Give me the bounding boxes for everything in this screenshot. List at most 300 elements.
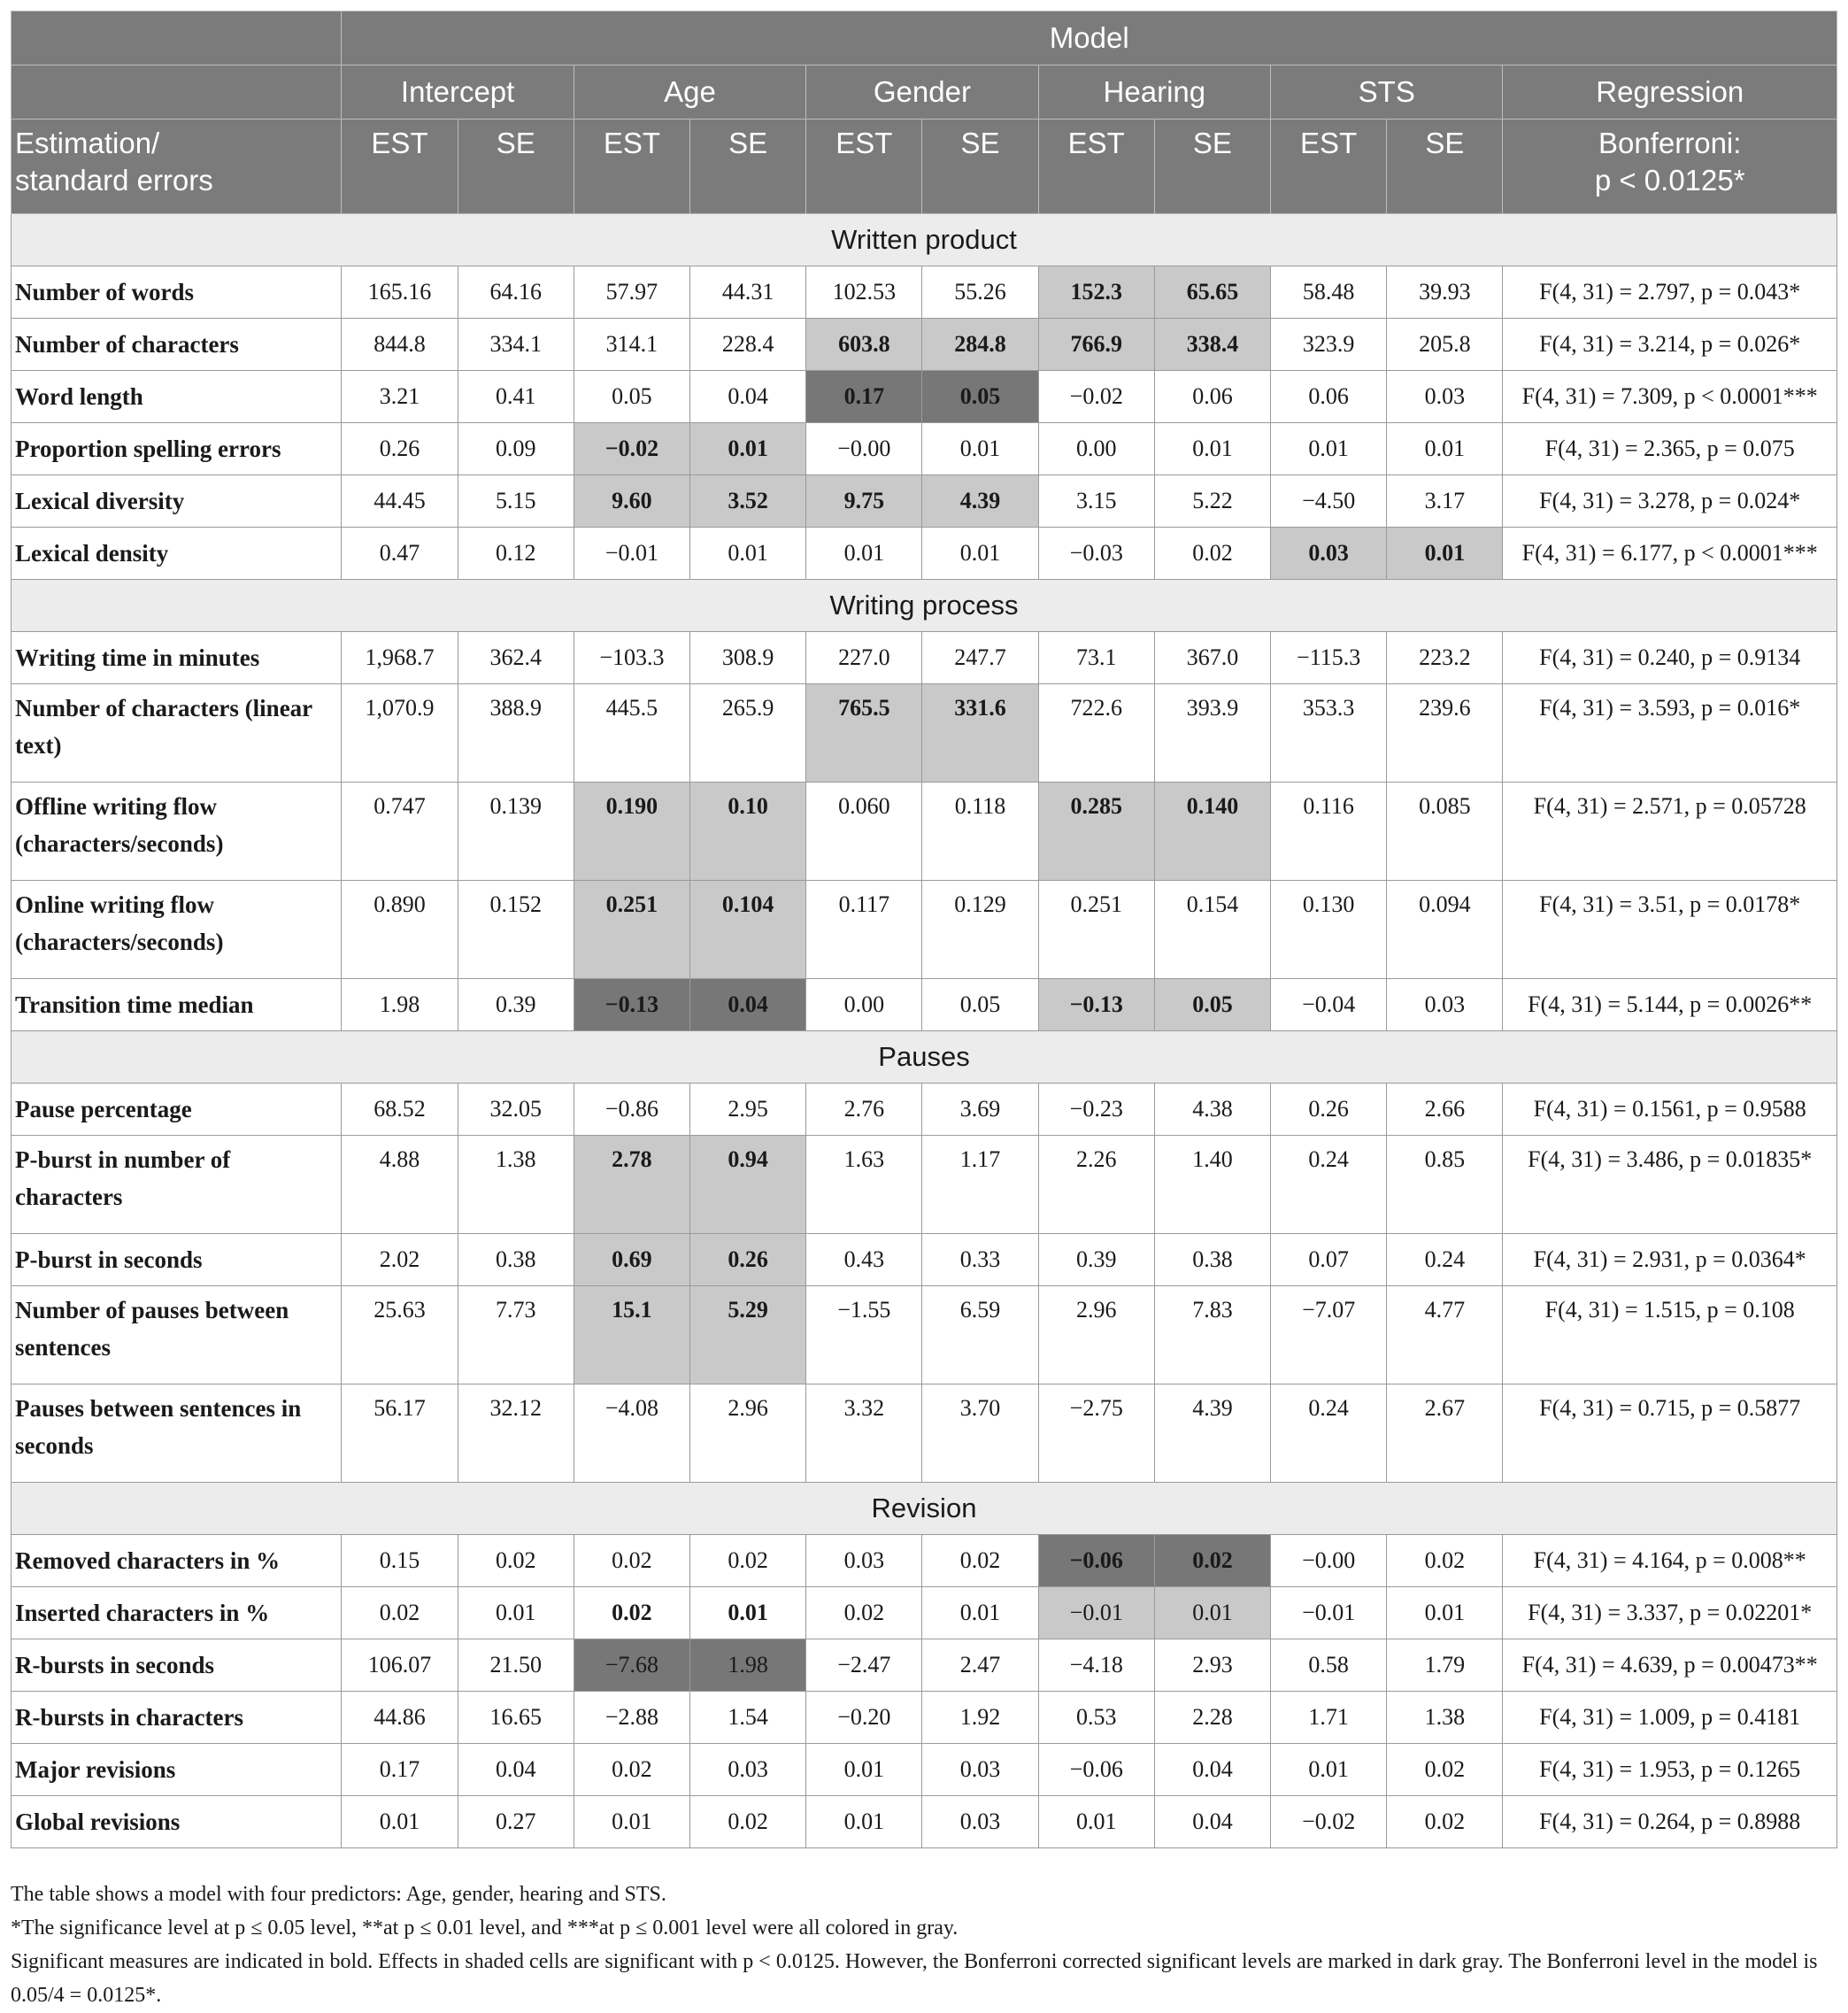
standard-error-cell: 1.40: [1154, 1136, 1270, 1234]
standard-error-cell: 362.4: [458, 632, 574, 684]
estimate-cell: 0.24: [1271, 1384, 1387, 1483]
estimate-cell: −7.68: [574, 1639, 689, 1692]
table-row: [12, 979, 1837, 1031]
standard-error-cell: 0.04: [690, 979, 806, 1031]
standard-error-cell: 0.04: [1154, 1744, 1270, 1796]
standard-error-cell: 0.04: [690, 371, 806, 423]
regression-cell: F(4, 31) = 3.214, p = 0.026*: [1503, 319, 1837, 371]
standard-error-cell: 0.39: [458, 979, 574, 1031]
standard-error-cell: 2.28: [1154, 1692, 1270, 1744]
estimate-cell: 0.190: [574, 783, 689, 881]
measure-label: Pause percentage: [12, 1084, 342, 1136]
standard-error-cell: 2.96: [690, 1384, 806, 1483]
table-row: [12, 266, 1837, 319]
standard-error-cell: 0.02: [690, 1796, 806, 1848]
estimate-cell: 3.21: [342, 371, 458, 423]
table-row: [12, 1535, 1837, 1587]
table-row: [12, 1384, 1837, 1483]
estimate-cell: 9.75: [806, 475, 922, 528]
standard-error-cell: 0.152: [458, 881, 574, 979]
estimate-cell: −0.23: [1038, 1084, 1154, 1136]
regression-cell: F(4, 31) = 5.144, p = 0.0026**: [1503, 979, 1837, 1031]
standard-error-cell: 0.140: [1154, 783, 1270, 881]
standard-error-cell: 3.70: [922, 1384, 1038, 1483]
standard-error-cell: 0.04: [1154, 1796, 1270, 1848]
est-header: EST: [574, 120, 689, 214]
estimate-cell: 0.17: [342, 1744, 458, 1796]
estimate-cell: 0.01: [574, 1796, 689, 1848]
standard-error-cell: 308.9: [690, 632, 806, 684]
group-header-gender: Gender: [806, 66, 1038, 120]
est-header: EST: [1271, 120, 1387, 214]
standard-error-cell: 0.01: [922, 528, 1038, 580]
measure-label: Global revisions: [12, 1796, 342, 1848]
regression-cell: F(4, 31) = 1.953, p = 0.1265: [1503, 1744, 1837, 1796]
standard-error-cell: 334.1: [458, 319, 574, 371]
est-header: EST: [806, 120, 922, 214]
group-header-sts: STS: [1271, 66, 1503, 120]
estimate-cell: −115.3: [1271, 632, 1387, 684]
standard-error-cell: 0.05: [1154, 979, 1270, 1031]
standard-error-cell: 39.93: [1387, 266, 1503, 319]
standard-error-cell: 0.03: [1387, 979, 1503, 1031]
estimate-cell: 0.01: [806, 1744, 922, 1796]
estimate-cell: 0.060: [806, 783, 922, 881]
estimate-cell: 0.285: [1038, 783, 1154, 881]
estimate-cell: −0.13: [574, 979, 689, 1031]
estimate-cell: 844.8: [342, 319, 458, 371]
estimate-cell: 0.890: [342, 881, 458, 979]
standard-error-cell: 0.02: [1154, 528, 1270, 580]
footnote: *The significance level at p ≤ 0.05 level, **at p ≤ 0.01 level, and ***at p ≤ 0.001 level were all colored in gray.: [11, 1917, 959, 1940]
footnote: The table shows a model with four predictors: Age, gender, hearing and STS.: [11, 1883, 666, 1906]
estimate-cell: 0.58: [1271, 1639, 1387, 1692]
estimate-cell: −2.88: [574, 1692, 689, 1744]
estimate-cell: 0.130: [1271, 881, 1387, 979]
regression-cell: F(4, 31) = 4.164, p = 0.008**: [1503, 1535, 1837, 1587]
estimate-cell: 9.60: [574, 475, 689, 528]
standard-error-cell: 0.05: [922, 979, 1038, 1031]
estimate-cell: 15.1: [574, 1286, 689, 1384]
standard-error-cell: 0.33: [922, 1234, 1038, 1286]
measure-label: P-burst in number of characters: [12, 1136, 342, 1234]
regression-cell: F(4, 31) = 3.278, p = 0.024*: [1503, 475, 1837, 528]
se-header: SE: [922, 120, 1038, 214]
standard-error-cell: 0.02: [1154, 1535, 1270, 1587]
estimate-cell: 0.53: [1038, 1692, 1154, 1744]
estimate-cell: −0.13: [1038, 979, 1154, 1031]
group-header-age: Age: [574, 66, 805, 120]
standard-error-cell: 0.094: [1387, 881, 1503, 979]
estimate-cell: 152.3: [1038, 266, 1154, 319]
table-body: [12, 214, 1837, 1848]
est-header: EST: [1038, 120, 1154, 214]
estimate-cell: −2.75: [1038, 1384, 1154, 1483]
measure-label: Writing time in minutes: [12, 632, 342, 684]
measure-label: Number of pauses between sentences: [12, 1286, 342, 1384]
estimate-cell: −0.02: [1038, 371, 1154, 423]
standard-error-cell: 0.27: [458, 1796, 574, 1848]
standard-error-cell: 0.01: [458, 1587, 574, 1639]
standard-error-cell: 0.24: [1387, 1234, 1503, 1286]
standard-error-cell: 0.12: [458, 528, 574, 580]
regression-results-table: [11, 11, 1837, 1848]
standard-error-cell: 0.02: [1387, 1796, 1503, 1848]
estimate-cell: 102.53: [806, 266, 922, 319]
standard-error-cell: 1.79: [1387, 1639, 1503, 1692]
estimate-cell: 0.01: [806, 1796, 922, 1848]
estimate-cell: 1,070.9: [342, 684, 458, 783]
regression-cell: F(4, 31) = 3.51, p = 0.0178*: [1503, 881, 1837, 979]
estimate-cell: 0.24: [1271, 1136, 1387, 1234]
estimate-cell: −0.00: [806, 423, 922, 475]
measure-label: Transition time median: [12, 979, 342, 1031]
estimate-cell: −0.01: [1038, 1587, 1154, 1639]
standard-error-cell: 331.6: [922, 684, 1038, 783]
estimate-cell: 25.63: [342, 1286, 458, 1384]
standard-error-cell: 338.4: [1154, 319, 1270, 371]
standard-error-cell: 0.104: [690, 881, 806, 979]
standard-error-cell: 1.38: [458, 1136, 574, 1234]
estimate-cell: 1,968.7: [342, 632, 458, 684]
standard-error-cell: 2.93: [1154, 1639, 1270, 1692]
estimate-cell: 3.32: [806, 1384, 922, 1483]
measure-label: P-burst in seconds: [12, 1234, 342, 1286]
group-header-regression: Regression: [1503, 66, 1837, 120]
estimate-cell: 0.00: [806, 979, 922, 1031]
estimate-cell: −0.20: [806, 1692, 922, 1744]
estimate-cell: 4.88: [342, 1136, 458, 1234]
estimate-cell: 0.251: [574, 881, 689, 979]
regression-cell: F(4, 31) = 0.715, p = 0.5877: [1503, 1384, 1837, 1483]
standard-error-cell: 0.085: [1387, 783, 1503, 881]
standard-error-cell: 7.73: [458, 1286, 574, 1384]
estimate-cell: 1.71: [1271, 1692, 1387, 1744]
estimate-cell: −103.3: [574, 632, 689, 684]
standard-error-cell: 4.77: [1387, 1286, 1503, 1384]
estimate-cell: 0.43: [806, 1234, 922, 1286]
measure-label: Lexical density: [12, 528, 342, 580]
standard-error-cell: 388.9: [458, 684, 574, 783]
table-row: [12, 475, 1837, 528]
group-header-intercept: Intercept: [342, 66, 574, 120]
section-header: Writing process: [12, 580, 1837, 632]
table-row: [12, 371, 1837, 423]
estimate-cell: 0.26: [1271, 1084, 1387, 1136]
results-table-container: [11, 11, 1837, 1848]
standard-error-cell: 0.154: [1154, 881, 1270, 979]
standard-error-cell: 0.38: [458, 1234, 574, 1286]
se-header: SE: [1387, 120, 1503, 214]
standard-error-cell: 32.05: [458, 1084, 574, 1136]
standard-error-cell: 0.38: [1154, 1234, 1270, 1286]
standard-error-cell: 0.26: [690, 1234, 806, 1286]
estimate-cell: −0.00: [1271, 1535, 1387, 1587]
estimate-cell: 0.03: [806, 1535, 922, 1587]
estimate-cell: 0.02: [574, 1744, 689, 1796]
standard-error-cell: 6.59: [922, 1286, 1038, 1384]
regression-cell: F(4, 31) = 2.931, p = 0.0364*: [1503, 1234, 1837, 1286]
standard-error-cell: 3.69: [922, 1084, 1038, 1136]
table-row: [12, 1084, 1837, 1136]
estimate-cell: 353.3: [1271, 684, 1387, 783]
regression-cell: F(4, 31) = 2.571, p = 0.05728: [1503, 783, 1837, 881]
estimate-cell: 0.02: [574, 1535, 689, 1587]
estimate-cell: 0.15: [342, 1535, 458, 1587]
est-header: EST: [342, 120, 458, 214]
standard-error-cell: 32.12: [458, 1384, 574, 1483]
standard-error-cell: 2.47: [922, 1639, 1038, 1692]
table-row: [12, 1587, 1837, 1639]
standard-error-cell: 0.118: [922, 783, 1038, 881]
estimate-cell: 2.26: [1038, 1136, 1154, 1234]
regression-cell: F(4, 31) = 0.240, p = 0.9134: [1503, 632, 1837, 684]
table-row: [12, 1796, 1837, 1848]
standard-error-cell: 0.04: [458, 1744, 574, 1796]
estimate-cell: −0.01: [1271, 1587, 1387, 1639]
standard-error-cell: 4.39: [1154, 1384, 1270, 1483]
standard-error-cell: 0.41: [458, 371, 574, 423]
standard-error-cell: 393.9: [1154, 684, 1270, 783]
standard-error-cell: 55.26: [922, 266, 1038, 319]
estimate-cell: 0.26: [342, 423, 458, 475]
table-row: [12, 319, 1837, 371]
measure-label: Online writing flow (characters/seconds): [12, 881, 342, 979]
standard-error-cell: 1.54: [690, 1692, 806, 1744]
estimate-cell: −0.06: [1038, 1744, 1154, 1796]
standard-error-cell: 0.06: [1154, 371, 1270, 423]
estimate-cell: 2.78: [574, 1136, 689, 1234]
standard-error-cell: 2.66: [1387, 1084, 1503, 1136]
model-header: Model: [342, 12, 1837, 66]
estimate-cell: 57.97: [574, 266, 689, 319]
standard-error-cell: 5.29: [690, 1286, 806, 1384]
estimate-cell: 0.69: [574, 1234, 689, 1286]
estimate-cell: 0.01: [342, 1796, 458, 1848]
standard-error-cell: 0.01: [690, 1587, 806, 1639]
table-row: [12, 1286, 1837, 1384]
estimate-cell: 227.0: [806, 632, 922, 684]
standard-error-cell: 0.03: [922, 1796, 1038, 1848]
standard-error-cell: 0.01: [922, 423, 1038, 475]
estimate-cell: 1.98: [342, 979, 458, 1031]
standard-error-cell: 2.95: [690, 1084, 806, 1136]
table-row: [12, 632, 1837, 684]
regression-cell: F(4, 31) = 0.1561, p = 0.9588: [1503, 1084, 1837, 1136]
estimate-cell: 165.16: [342, 266, 458, 319]
header-corner: [12, 12, 342, 66]
table-row: [12, 1639, 1837, 1692]
estimate-cell: 2.02: [342, 1234, 458, 1286]
standard-error-cell: 3.17: [1387, 475, 1503, 528]
estimate-cell: −4.08: [574, 1384, 689, 1483]
estimate-cell: 0.01: [1038, 1796, 1154, 1848]
standard-error-cell: 1.38: [1387, 1692, 1503, 1744]
standard-error-cell: 0.10: [690, 783, 806, 881]
estimate-cell: 44.45: [342, 475, 458, 528]
group-header-hearing: Hearing: [1038, 66, 1270, 120]
standard-error-cell: 0.02: [922, 1535, 1038, 1587]
standard-error-cell: 65.65: [1154, 266, 1270, 319]
estimate-cell: 3.15: [1038, 475, 1154, 528]
estimate-cell: 106.07: [342, 1639, 458, 1692]
estimate-cell: 44.86: [342, 1692, 458, 1744]
standard-error-cell: 205.8: [1387, 319, 1503, 371]
estimate-cell: 722.6: [1038, 684, 1154, 783]
measure-label: R-bursts in characters: [12, 1692, 342, 1744]
standard-error-cell: 0.85: [1387, 1136, 1503, 1234]
estimate-cell: 0.39: [1038, 1234, 1154, 1286]
standard-error-cell: 0.01: [1387, 423, 1503, 475]
measure-label: Inserted characters in %: [12, 1587, 342, 1639]
table-row: [12, 684, 1837, 783]
estimate-cell: 0.02: [806, 1587, 922, 1639]
standard-error-cell: 0.139: [458, 783, 574, 881]
standard-error-cell: 1.98: [690, 1639, 806, 1692]
regression-cell: F(4, 31) = 2.365, p = 0.075: [1503, 423, 1837, 475]
estimate-cell: 0.02: [574, 1587, 689, 1639]
standard-error-cell: 2.67: [1387, 1384, 1503, 1483]
regression-cell: F(4, 31) = 2.797, p = 0.043*: [1503, 266, 1837, 319]
standard-error-cell: 0.01: [1154, 1587, 1270, 1639]
standard-error-cell: 21.50: [458, 1639, 574, 1692]
estimate-cell: 0.00: [1038, 423, 1154, 475]
se-header: SE: [1154, 120, 1270, 214]
estimate-cell: −7.07: [1271, 1286, 1387, 1384]
estimate-cell: 0.02: [342, 1587, 458, 1639]
standard-error-cell: 0.94: [690, 1136, 806, 1234]
measure-label: Major revisions: [12, 1744, 342, 1796]
measure-label: Lexical diversity: [12, 475, 342, 528]
standard-error-cell: 44.31: [690, 266, 806, 319]
standard-error-cell: 284.8: [922, 319, 1038, 371]
regression-cell: F(4, 31) = 4.639, p = 0.00473**: [1503, 1639, 1837, 1692]
estimate-cell: −4.18: [1038, 1639, 1154, 1692]
regression-cell: F(4, 31) = 1.515, p = 0.108: [1503, 1286, 1837, 1384]
regression-cell: F(4, 31) = 3.593, p = 0.016*: [1503, 684, 1837, 783]
estimate-cell: 0.47: [342, 528, 458, 580]
estimate-cell: 56.17: [342, 1384, 458, 1483]
estimate-cell: −1.55: [806, 1286, 922, 1384]
standard-error-cell: 0.02: [1387, 1535, 1503, 1587]
standard-error-cell: 1.17: [922, 1136, 1038, 1234]
standard-error-cell: 239.6: [1387, 684, 1503, 783]
estimate-cell: 0.01: [806, 528, 922, 580]
standard-error-cell: 16.65: [458, 1692, 574, 1744]
section-header: Written product: [12, 214, 1837, 266]
estimate-cell: 445.5: [574, 684, 689, 783]
estimate-cell: −0.04: [1271, 979, 1387, 1031]
standard-error-cell: 64.16: [458, 266, 574, 319]
estimate-cell: 68.52: [342, 1084, 458, 1136]
estimate-cell: 0.17: [806, 371, 922, 423]
estimate-cell: 58.48: [1271, 266, 1387, 319]
regression-cell: F(4, 31) = 7.309, p < 0.0001***: [1503, 371, 1837, 423]
standard-error-cell: 5.22: [1154, 475, 1270, 528]
measure-label: Number of characters: [12, 319, 342, 371]
standard-error-cell: 0.02: [458, 1535, 574, 1587]
standard-error-cell: 265.9: [690, 684, 806, 783]
estimate-cell: −0.01: [574, 528, 689, 580]
row-label-header: Estimation/ standard errors: [12, 120, 342, 214]
estimate-cell: 0.05: [574, 371, 689, 423]
table-footnotes: [11, 1878, 1837, 2012]
standard-error-cell: 5.15: [458, 475, 574, 528]
standard-error-cell: 0.02: [690, 1535, 806, 1587]
table-row: [12, 783, 1837, 881]
estimate-cell: −0.86: [574, 1084, 689, 1136]
table-row: [12, 1136, 1837, 1234]
estimate-cell: 765.5: [806, 684, 922, 783]
standard-error-cell: 0.01: [1154, 423, 1270, 475]
table-row: [12, 1744, 1837, 1796]
regression-cell: F(4, 31) = 1.009, p = 0.4181: [1503, 1692, 1837, 1744]
measure-label: Pauses between sentences in seconds: [12, 1384, 342, 1483]
standard-error-cell: 0.129: [922, 881, 1038, 979]
estimate-cell: −0.03: [1038, 528, 1154, 580]
standard-error-cell: 0.01: [922, 1587, 1038, 1639]
table-row: [12, 1234, 1837, 1286]
standard-error-cell: 0.01: [690, 423, 806, 475]
standard-error-cell: 0.02: [1387, 1744, 1503, 1796]
se-header: SE: [458, 120, 574, 214]
estimate-cell: −0.02: [574, 423, 689, 475]
estimate-cell: 0.06: [1271, 371, 1387, 423]
estimate-cell: −2.47: [806, 1639, 922, 1692]
estimate-cell: 0.117: [806, 881, 922, 979]
standard-error-cell: 0.09: [458, 423, 574, 475]
measure-label: Number of words: [12, 266, 342, 319]
estimate-cell: 0.251: [1038, 881, 1154, 979]
estimate-cell: 0.01: [1271, 1744, 1387, 1796]
estimate-cell: 603.8: [806, 319, 922, 371]
estimate-cell: 73.1: [1038, 632, 1154, 684]
standard-error-cell: 7.83: [1154, 1286, 1270, 1384]
section-header: Pauses: [12, 1031, 1837, 1084]
standard-error-cell: 228.4: [690, 319, 806, 371]
measure-label: Proportion spelling errors: [12, 423, 342, 475]
standard-error-cell: 0.01: [1387, 528, 1503, 580]
bonferroni-header: Bonferroni: p < 0.0125*: [1503, 120, 1837, 214]
estimate-cell: 1.63: [806, 1136, 922, 1234]
standard-error-cell: 4.38: [1154, 1084, 1270, 1136]
standard-error-cell: 247.7: [922, 632, 1038, 684]
standard-error-cell: 0.01: [1387, 1587, 1503, 1639]
se-header: SE: [690, 120, 806, 214]
estimate-cell: 0.116: [1271, 783, 1387, 881]
standard-error-cell: 0.03: [922, 1744, 1038, 1796]
standard-error-cell: 0.01: [690, 528, 806, 580]
estimate-cell: 2.96: [1038, 1286, 1154, 1384]
standard-error-cell: 1.92: [922, 1692, 1038, 1744]
estimate-cell: 0.07: [1271, 1234, 1387, 1286]
regression-cell: F(4, 31) = 6.177, p < 0.0001***: [1503, 528, 1837, 580]
estimate-cell: 0.01: [1271, 423, 1387, 475]
standard-error-cell: 3.52: [690, 475, 806, 528]
regression-cell: F(4, 31) = 3.486, p = 0.01835*: [1503, 1136, 1837, 1234]
estimate-cell: −0.06: [1038, 1535, 1154, 1587]
measure-label: Offline writing flow (characters/seconds): [12, 783, 342, 881]
table-row: [12, 881, 1837, 979]
estimate-cell: 0.747: [342, 783, 458, 881]
standard-error-cell: 0.03: [1387, 371, 1503, 423]
estimate-cell: 0.03: [1271, 528, 1387, 580]
header-corner-2: [12, 66, 342, 120]
estimate-cell: 323.9: [1271, 319, 1387, 371]
measure-label: Removed characters in %: [12, 1535, 342, 1587]
estimate-cell: −0.02: [1271, 1796, 1387, 1848]
estimate-cell: 314.1: [574, 319, 689, 371]
